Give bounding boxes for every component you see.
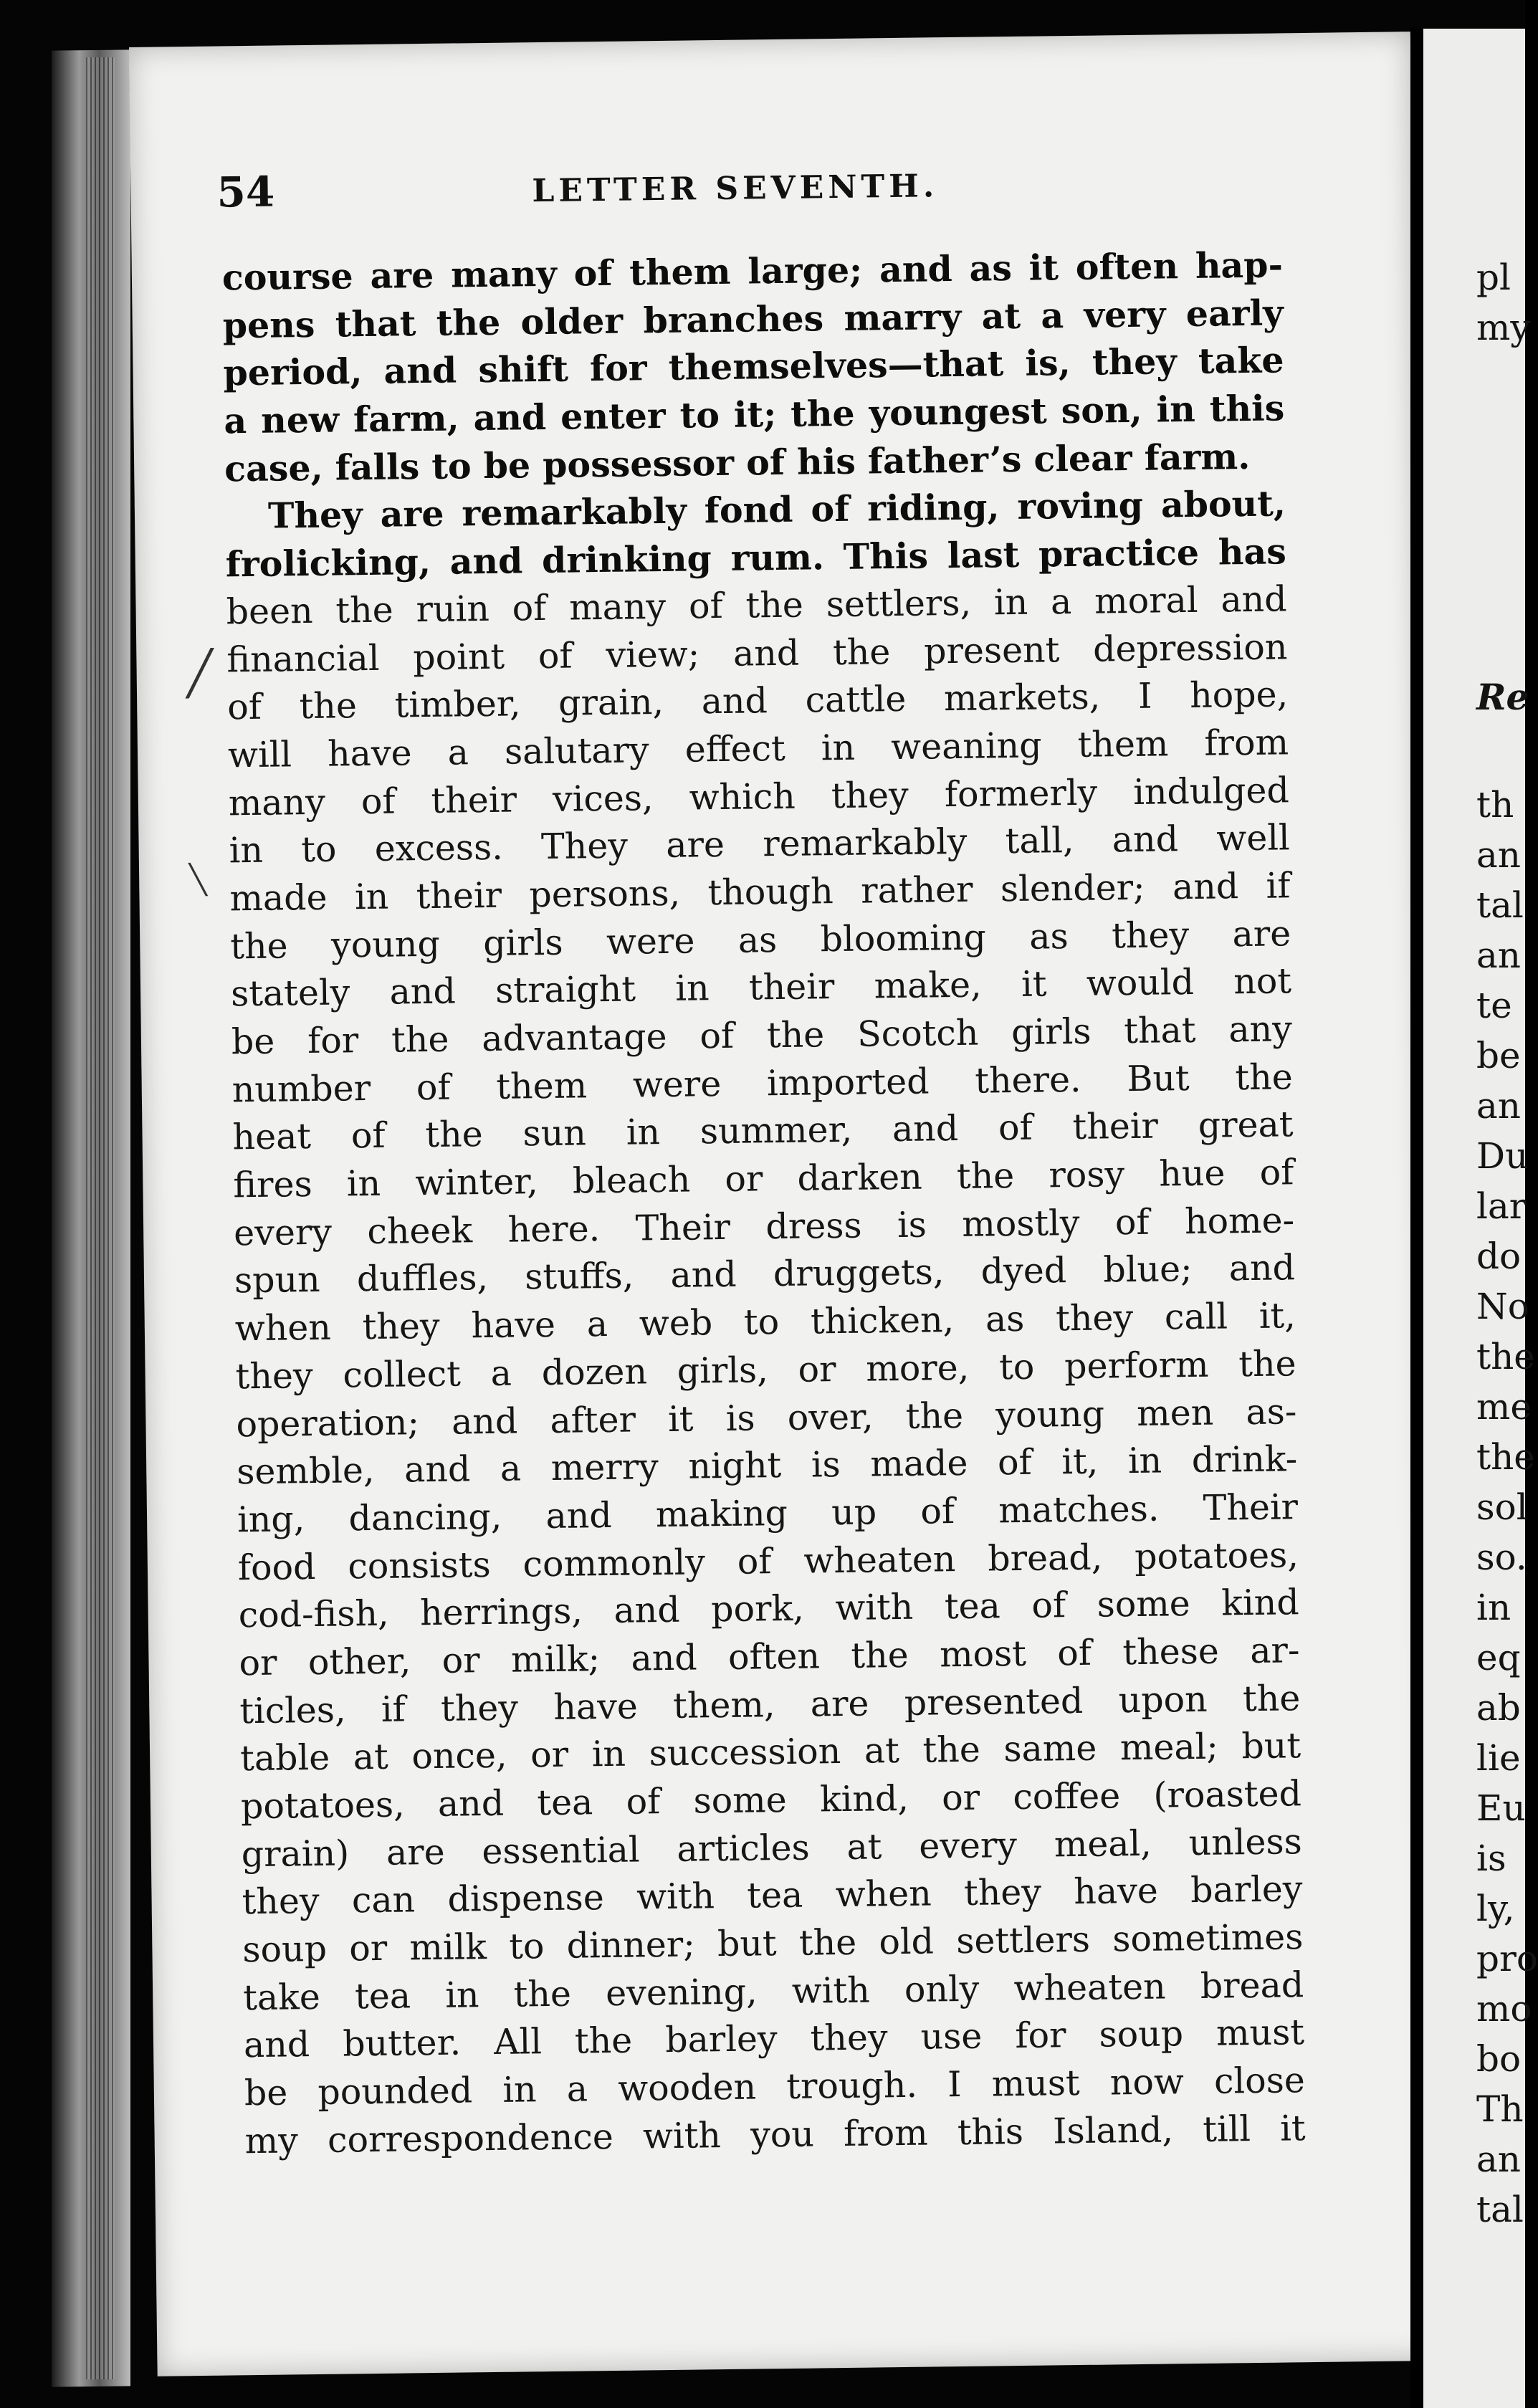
text-line: ticles, if they have them, are presented upon the [239, 1677, 1301, 1731]
text-line: grain) are essential articles at every meal, unless [241, 1820, 1303, 1875]
text-fragment: an [1476, 935, 1522, 976]
margin-pencil-mark: ╱ [186, 648, 214, 699]
text-line: operation; and after it is over, the young men as- [236, 1390, 1297, 1445]
text-line: financial point of view; and the present depression [226, 626, 1288, 680]
text-line: ing, dancing, and making up of matches. Their [237, 1486, 1299, 1541]
text-fragment: Du [1476, 1135, 1529, 1177]
text-line: semble, and a merry night is made of it, in drink- [236, 1438, 1298, 1493]
text-line: food consists commonly of wheaten bread, potatoes, [237, 1534, 1299, 1588]
text-line: take tea in the evening, with only wheaten bread [242, 1964, 1304, 2019]
text-fragment: pro [1476, 1938, 1538, 1979]
text-line: in to excess. They are remarkably tall, and well [229, 817, 1290, 871]
text-line: every cheek here. Their dress is mostly of home- [233, 1200, 1295, 1254]
text-line: be for the advantage of the Scotch girls that any [231, 1008, 1293, 1063]
text-line: pens that the older branches marry at a very early [222, 292, 1284, 347]
text-line: soup or milk to dinner; but the old settlers sometimes [242, 1916, 1304, 1971]
text-line: and butter. All the barley they use for soup must [243, 2012, 1305, 2066]
text-fragment: the [1476, 1436, 1535, 1478]
text-fragment: lar [1476, 1185, 1527, 1227]
text-line: They are remarkably fond of riding, roving about, [267, 482, 1286, 538]
text-line: period, and shift for themselves—that is, they take [223, 339, 1284, 394]
running-head: LETTER SEVENTH. [532, 168, 939, 210]
text-fragment: mo [1476, 1988, 1532, 2030]
text-fragment: eq [1476, 1637, 1521, 1678]
text-line: case, falls to be possessor of his father’s clear farm. [224, 435, 1251, 490]
text-line: many of their vices, which they formerly indulged [228, 769, 1290, 823]
text-fragment: pl [1476, 257, 1511, 298]
text-fragment: is [1476, 1838, 1506, 1879]
margin-pencil-tick: ╲ [188, 863, 207, 897]
body-text [222, 241, 1306, 2165]
text-line: will have a salutary effect in weaning them from [227, 722, 1289, 776]
text-line: been the ruin of many of the settlers, in a moral and [226, 578, 1287, 633]
text-line: potatoes, and tea of some kind, or coffee (roasted [240, 1773, 1302, 1828]
text-line: cod-fish, herrings, and pork, with tea of some kind [238, 1582, 1299, 1636]
text-line: be pounded in a wooden trough. I must now close [244, 2060, 1306, 2114]
text-fragment: bo [1476, 2038, 1522, 2080]
text-line: they can dispense with tea when they have barley [242, 1868, 1303, 1923]
text-fragment: an [1476, 834, 1522, 876]
text-line: table at once, or in succession at the same meal; but [239, 1725, 1301, 1779]
text-line: course are many of them large; and as it often hap- [221, 244, 1284, 299]
page-number: 54 [216, 167, 275, 217]
text-line: heat of the sun in summer, and of their great [232, 1104, 1294, 1158]
text-fragment: Re [1476, 676, 1529, 718]
text-fragment: lie [1476, 1737, 1521, 1779]
text-fragment: an [1476, 1085, 1522, 1127]
text-line: the young girls were as blooming as they are [229, 912, 1291, 967]
text-fragment: so. [1476, 1537, 1527, 1578]
text-line: a new farm, and enter to it; the youngest son, in this [224, 387, 1285, 442]
text-fragment: th [1476, 784, 1514, 826]
text-fragment: sol [1476, 1486, 1528, 1528]
text-fragment: Eu [1476, 1787, 1526, 1829]
text-line: frolicking, and drinking rum. This last practice has [225, 530, 1287, 586]
text-fragment: Th [1476, 2088, 1524, 2130]
text-line: stately and straight in their make, it would not [230, 960, 1292, 1015]
text-line: when they have a web to thicken, as they call it, [234, 1295, 1296, 1349]
text-line: of the timber, grain, and cattle markets, I hope, [226, 674, 1289, 728]
text-fragment: in [1476, 1587, 1511, 1628]
text-line: number of them were imported there. But the [231, 1056, 1294, 1111]
text-line: spun duffles, stuffs, and druggets, dyed blue; and [234, 1247, 1296, 1301]
text-line: my correspondence with you from this Island, till it [244, 2107, 1306, 2162]
text-fragment: ab [1476, 1687, 1521, 1729]
text-line: made in their persons, though rather slender; and if [229, 865, 1291, 919]
page-edge-lines [86, 57, 115, 2379]
right-page-fragment [1423, 29, 1538, 2408]
text-fragment: me [1476, 1386, 1532, 1428]
text-fragment: No [1476, 1286, 1529, 1327]
text-fragment: tal [1476, 2189, 1524, 2230]
left-page [129, 32, 1439, 2376]
text-fragment: do [1476, 1236, 1522, 1277]
text-line: or other, or milk; and often the most of these ar- [239, 1630, 1300, 1684]
page-header [216, 155, 1278, 225]
text-line: they collect a dozen girls, or more, to perform the [235, 1343, 1296, 1398]
text-fragment: an [1476, 2139, 1522, 2180]
text-line: fires in winter, bleach or darken the rosy hue of [233, 1152, 1294, 1206]
text-fragment: te [1476, 985, 1512, 1026]
text-fragment: my [1476, 307, 1531, 348]
text-fragment: ly, [1476, 1888, 1515, 1929]
text-fragment: tal [1476, 884, 1524, 926]
book-gutter [1410, 29, 1423, 2408]
text-fragment: the [1476, 1336, 1535, 1377]
text-fragment: be [1476, 1035, 1521, 1076]
